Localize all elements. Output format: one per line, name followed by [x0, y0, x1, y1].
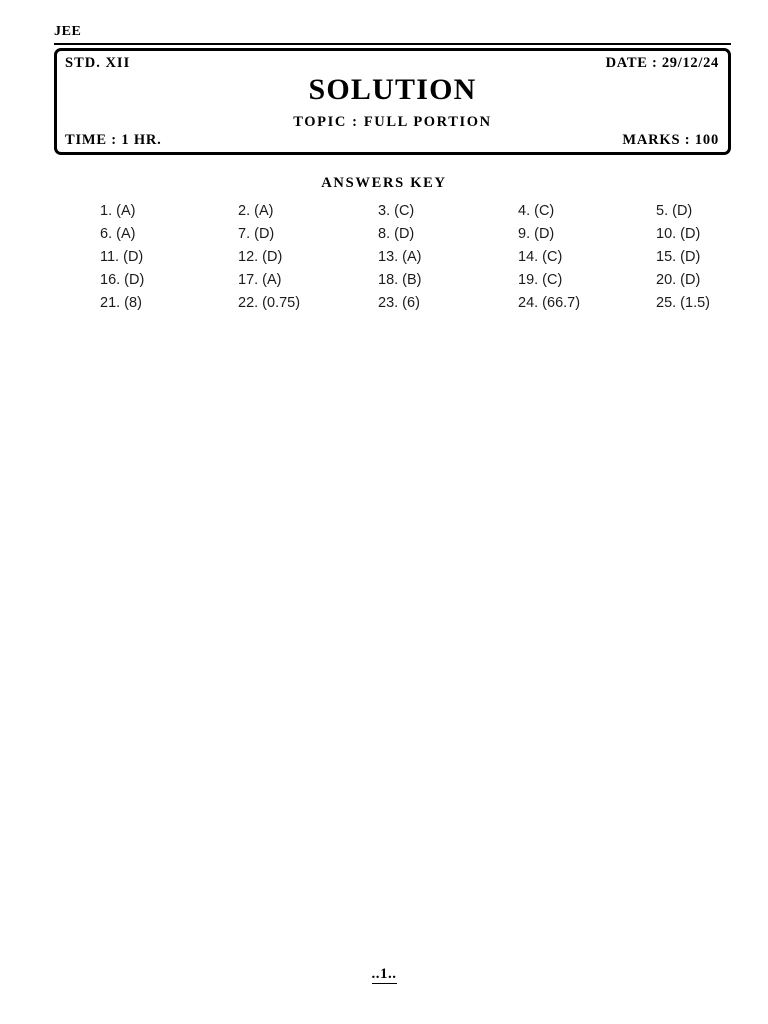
answer-item: 6. (A)	[100, 226, 136, 242]
page-number: ..1..	[371, 966, 397, 982]
answer-item: 19. (C)	[518, 272, 563, 288]
answer-item: 5. (D)	[656, 203, 693, 219]
header-top-rule	[54, 43, 731, 45]
answer-item: 24. (66.7)	[518, 295, 581, 311]
answer-item: 18. (B)	[378, 272, 422, 288]
answer-item: 1. (A)	[100, 203, 136, 219]
answer-item: 9. (D)	[518, 226, 555, 242]
time-label: TIME : 1 HR.	[65, 132, 162, 148]
answer-item: 21. (8)	[100, 295, 142, 311]
answer-item: 22. (0.75)	[238, 295, 301, 311]
answer-row	[100, 201, 700, 224]
answer-item: 16. (D)	[100, 272, 145, 288]
answer-item: 13. (A)	[378, 249, 422, 265]
topic-label: TOPIC : FULL PORTION	[293, 114, 492, 130]
exam-code-label: JEE	[54, 24, 82, 39]
answer-item: 25. (1.5)	[656, 295, 710, 311]
answer-item: 3. (C)	[378, 203, 415, 219]
answer-item: 23. (6)	[378, 295, 420, 311]
date-label: DATE : 29/12/24	[605, 55, 719, 71]
answer-row	[100, 247, 700, 270]
standard-label: STD. XII	[65, 55, 131, 71]
answer-row	[100, 293, 710, 316]
answer-item: 14. (C)	[518, 249, 563, 265]
answer-item: 4. (C)	[518, 203, 555, 219]
page-title: SOLUTION	[308, 73, 477, 106]
answer-item: 11. (D)	[100, 249, 144, 265]
answer-item: 2. (A)	[238, 203, 274, 219]
answers-key-heading: ANSWERS KEY	[321, 175, 447, 191]
answers-key-grid	[100, 201, 710, 316]
answer-item: 10. (D)	[656, 226, 701, 242]
answer-item: 8. (D)	[378, 226, 415, 242]
answer-item: 20. (D)	[656, 272, 701, 288]
answer-row	[100, 224, 700, 247]
answer-item: 17. (A)	[238, 272, 282, 288]
page-footer	[0, 965, 768, 983]
answer-item: 15. (D)	[656, 249, 701, 265]
marks-label: MARKS : 100	[622, 132, 719, 148]
answer-item: 7. (D)	[238, 226, 275, 242]
answer-item: 12. (D)	[238, 249, 283, 265]
answer-row	[100, 270, 700, 293]
exam-header-box	[54, 48, 731, 155]
